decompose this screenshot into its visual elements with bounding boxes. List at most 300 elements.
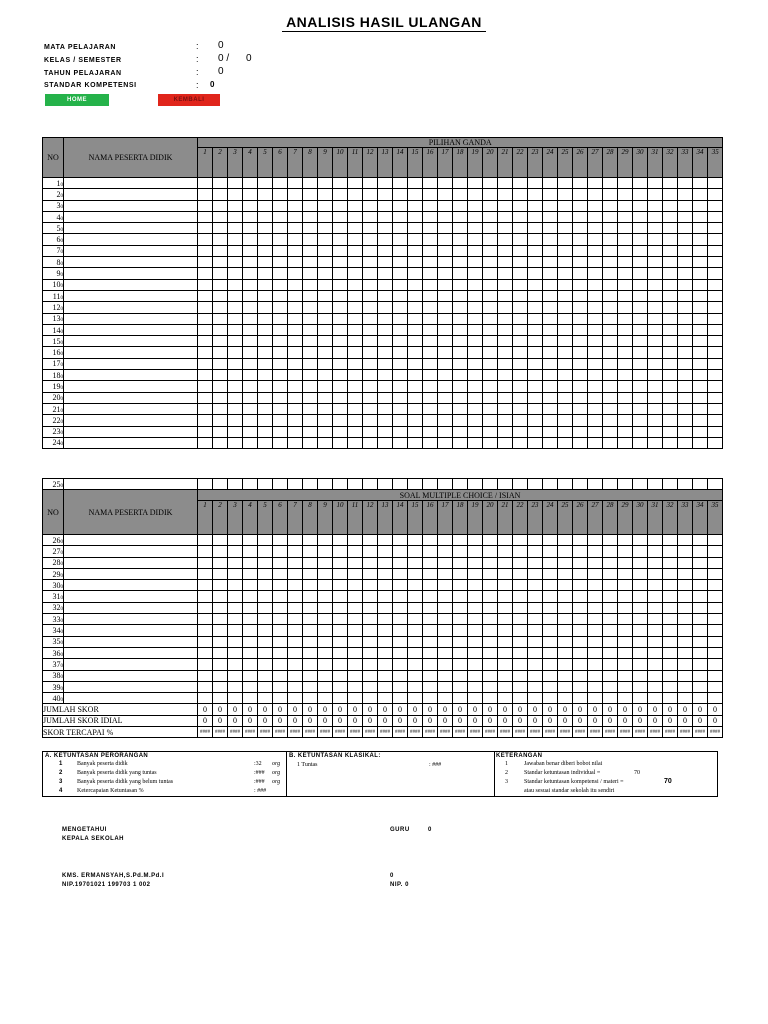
- answer-cell[interactable]: [273, 279, 288, 290]
- answer-cell[interactable]: [258, 670, 273, 681]
- answer-cell[interactable]: [573, 313, 588, 324]
- answer-cell[interactable]: [363, 200, 378, 211]
- answer-cell[interactable]: [258, 647, 273, 658]
- answer-cell[interactable]: [693, 370, 708, 381]
- answer-cell[interactable]: [198, 546, 213, 557]
- answer-cell[interactable]: [198, 370, 213, 381]
- answer-cell[interactable]: [618, 426, 633, 437]
- answer-cell[interactable]: [333, 591, 348, 602]
- answer-cell[interactable]: [273, 659, 288, 670]
- answer-cell[interactable]: [543, 347, 558, 358]
- answer-cell[interactable]: [708, 403, 723, 414]
- answer-cell[interactable]: [663, 602, 678, 613]
- answer-cell[interactable]: [378, 268, 393, 279]
- answer-cell[interactable]: [678, 659, 693, 670]
- answer-cell[interactable]: [258, 392, 273, 403]
- answer-cell[interactable]: [213, 336, 228, 347]
- answer-cell[interactable]: [273, 636, 288, 647]
- answer-cell[interactable]: [273, 336, 288, 347]
- answer-cell[interactable]: [558, 223, 573, 234]
- student-name-cell[interactable]: [64, 479, 198, 490]
- answer-cell[interactable]: [243, 223, 258, 234]
- answer-cell[interactable]: [303, 324, 318, 335]
- answer-cell[interactable]: [198, 403, 213, 414]
- answer-cell[interactable]: [498, 189, 513, 200]
- answer-cell[interactable]: [663, 557, 678, 568]
- answer-cell[interactable]: [303, 234, 318, 245]
- answer-cell[interactable]: [273, 614, 288, 625]
- answer-cell[interactable]: [438, 178, 453, 189]
- answer-cell[interactable]: [378, 636, 393, 647]
- answer-cell[interactable]: [678, 479, 693, 490]
- answer-cell[interactable]: [318, 625, 333, 636]
- student-name-cell[interactable]: [64, 302, 198, 313]
- answer-cell[interactable]: [633, 336, 648, 347]
- answer-cell[interactable]: [483, 392, 498, 403]
- answer-cell[interactable]: [348, 324, 363, 335]
- answer-cell[interactable]: [483, 602, 498, 613]
- answer-cell[interactable]: [513, 347, 528, 358]
- answer-cell[interactable]: [453, 279, 468, 290]
- answer-cell[interactable]: [333, 647, 348, 658]
- answer-cell[interactable]: [333, 426, 348, 437]
- answer-cell[interactable]: [393, 625, 408, 636]
- answer-cell[interactable]: [318, 403, 333, 414]
- answer-cell[interactable]: [558, 546, 573, 557]
- answer-cell[interactable]: [198, 693, 213, 704]
- answer-cell[interactable]: [678, 415, 693, 426]
- answer-cell[interactable]: [648, 178, 663, 189]
- answer-cell[interactable]: [258, 591, 273, 602]
- answer-cell[interactable]: [618, 313, 633, 324]
- answer-cell[interactable]: [528, 290, 543, 301]
- answer-cell[interactable]: [363, 535, 378, 546]
- answer-cell[interactable]: [498, 693, 513, 704]
- answer-cell[interactable]: [258, 279, 273, 290]
- answer-cell[interactable]: [588, 392, 603, 403]
- answer-cell[interactable]: [618, 324, 633, 335]
- answer-cell[interactable]: [213, 568, 228, 579]
- answer-cell[interactable]: [333, 437, 348, 448]
- answer-cell[interactable]: [393, 535, 408, 546]
- answer-cell[interactable]: [618, 437, 633, 448]
- answer-cell[interactable]: [513, 557, 528, 568]
- answer-cell[interactable]: [648, 381, 663, 392]
- answer-cell[interactable]: [528, 200, 543, 211]
- answer-cell[interactable]: [423, 178, 438, 189]
- answer-cell[interactable]: [423, 347, 438, 358]
- answer-cell[interactable]: [558, 625, 573, 636]
- answer-cell[interactable]: [303, 302, 318, 313]
- answer-cell[interactable]: [243, 178, 258, 189]
- answer-cell[interactable]: [423, 234, 438, 245]
- answer-cell[interactable]: [198, 211, 213, 222]
- answer-cell[interactable]: [483, 557, 498, 568]
- answer-cell[interactable]: [228, 381, 243, 392]
- answer-cell[interactable]: [558, 381, 573, 392]
- answer-cell[interactable]: [558, 336, 573, 347]
- answer-cell[interactable]: [243, 415, 258, 426]
- answer-cell[interactable]: [618, 415, 633, 426]
- answer-cell[interactable]: [648, 535, 663, 546]
- answer-cell[interactable]: [453, 347, 468, 358]
- answer-cell[interactable]: [558, 403, 573, 414]
- answer-cell[interactable]: [258, 415, 273, 426]
- answer-cell[interactable]: [423, 415, 438, 426]
- answer-cell[interactable]: [288, 568, 303, 579]
- answer-cell[interactable]: [483, 358, 498, 369]
- answer-cell[interactable]: [408, 437, 423, 448]
- answer-cell[interactable]: [693, 479, 708, 490]
- answer-cell[interactable]: [243, 211, 258, 222]
- answer-cell[interactable]: [603, 279, 618, 290]
- answer-cell[interactable]: [303, 602, 318, 613]
- answer-cell[interactable]: [618, 245, 633, 256]
- answer-cell[interactable]: [303, 358, 318, 369]
- answer-cell[interactable]: [528, 426, 543, 437]
- answer-cell[interactable]: [543, 211, 558, 222]
- answer-cell[interactable]: [423, 381, 438, 392]
- answer-cell[interactable]: [663, 647, 678, 658]
- answer-cell[interactable]: [498, 178, 513, 189]
- answer-cell[interactable]: [633, 415, 648, 426]
- answer-cell[interactable]: [693, 535, 708, 546]
- answer-cell[interactable]: [573, 535, 588, 546]
- student-name-cell[interactable]: [64, 381, 198, 392]
- answer-cell[interactable]: [663, 681, 678, 692]
- answer-cell[interactable]: [423, 392, 438, 403]
- answer-cell[interactable]: [318, 568, 333, 579]
- answer-cell[interactable]: [363, 370, 378, 381]
- answer-cell[interactable]: [648, 290, 663, 301]
- answer-cell[interactable]: [603, 189, 618, 200]
- answer-cell[interactable]: [708, 693, 723, 704]
- answer-cell[interactable]: [243, 557, 258, 568]
- answer-cell[interactable]: [228, 324, 243, 335]
- answer-cell[interactable]: [438, 370, 453, 381]
- answer-cell[interactable]: [558, 415, 573, 426]
- answer-cell[interactable]: [228, 681, 243, 692]
- answer-cell[interactable]: [213, 426, 228, 437]
- answer-cell[interactable]: [393, 557, 408, 568]
- answer-cell[interactable]: [708, 659, 723, 670]
- answer-cell[interactable]: [303, 426, 318, 437]
- answer-cell[interactable]: [588, 568, 603, 579]
- answer-cell[interactable]: [573, 681, 588, 692]
- answer-cell[interactable]: [513, 234, 528, 245]
- answer-cell[interactable]: [288, 189, 303, 200]
- answer-cell[interactable]: [708, 178, 723, 189]
- answer-cell[interactable]: [363, 245, 378, 256]
- answer-cell[interactable]: [243, 614, 258, 625]
- answer-cell[interactable]: [363, 234, 378, 245]
- answer-cell[interactable]: [333, 681, 348, 692]
- answer-cell[interactable]: [363, 211, 378, 222]
- answer-cell[interactable]: [468, 257, 483, 268]
- answer-cell[interactable]: [423, 370, 438, 381]
- answer-cell[interactable]: [648, 200, 663, 211]
- answer-cell[interactable]: [498, 245, 513, 256]
- answer-cell[interactable]: [603, 336, 618, 347]
- answer-cell[interactable]: [483, 415, 498, 426]
- answer-cell[interactable]: [243, 535, 258, 546]
- answer-cell[interactable]: [288, 546, 303, 557]
- answer-cell[interactable]: [363, 625, 378, 636]
- answer-cell[interactable]: [393, 437, 408, 448]
- answer-cell[interactable]: [483, 245, 498, 256]
- answer-cell[interactable]: [603, 670, 618, 681]
- answer-cell[interactable]: [408, 324, 423, 335]
- answer-cell[interactable]: [438, 415, 453, 426]
- answer-cell[interactable]: [468, 426, 483, 437]
- answer-cell[interactable]: [693, 211, 708, 222]
- answer-cell[interactable]: [423, 211, 438, 222]
- answer-cell[interactable]: [198, 670, 213, 681]
- answer-cell[interactable]: [453, 681, 468, 692]
- answer-cell[interactable]: [513, 313, 528, 324]
- answer-cell[interactable]: [528, 535, 543, 546]
- answer-cell[interactable]: [438, 336, 453, 347]
- answer-cell[interactable]: [468, 392, 483, 403]
- answer-cell[interactable]: [348, 290, 363, 301]
- answer-cell[interactable]: [483, 681, 498, 692]
- answer-cell[interactable]: [558, 636, 573, 647]
- answer-cell[interactable]: [678, 681, 693, 692]
- answer-cell[interactable]: [633, 625, 648, 636]
- answer-cell[interactable]: [198, 602, 213, 613]
- answer-cell[interactable]: [588, 415, 603, 426]
- answer-cell[interactable]: [618, 257, 633, 268]
- answer-cell[interactable]: [633, 234, 648, 245]
- answer-cell[interactable]: [198, 681, 213, 692]
- answer-cell[interactable]: [393, 268, 408, 279]
- answer-cell[interactable]: [423, 336, 438, 347]
- answer-cell[interactable]: [618, 670, 633, 681]
- answer-cell[interactable]: [588, 268, 603, 279]
- answer-cell[interactable]: [243, 381, 258, 392]
- answer-cell[interactable]: [273, 189, 288, 200]
- answer-cell[interactable]: [648, 591, 663, 602]
- answer-cell[interactable]: [258, 693, 273, 704]
- answer-cell[interactable]: [318, 681, 333, 692]
- answer-cell[interactable]: [303, 279, 318, 290]
- answer-cell[interactable]: [573, 614, 588, 625]
- answer-cell[interactable]: [408, 602, 423, 613]
- answer-cell[interactable]: [543, 591, 558, 602]
- answer-cell[interactable]: [363, 437, 378, 448]
- answer-cell[interactable]: [693, 591, 708, 602]
- student-name-cell[interactable]: [64, 625, 198, 636]
- answer-cell[interactable]: [513, 479, 528, 490]
- answer-cell[interactable]: [678, 426, 693, 437]
- answer-cell[interactable]: [303, 268, 318, 279]
- answer-cell[interactable]: [318, 693, 333, 704]
- answer-cell[interactable]: [603, 636, 618, 647]
- answer-cell[interactable]: [213, 189, 228, 200]
- answer-cell[interactable]: [513, 636, 528, 647]
- answer-cell[interactable]: [378, 302, 393, 313]
- answer-cell[interactable]: [273, 245, 288, 256]
- answer-cell[interactable]: [483, 693, 498, 704]
- answer-cell[interactable]: [483, 302, 498, 313]
- answer-cell[interactable]: [588, 200, 603, 211]
- answer-cell[interactable]: [468, 370, 483, 381]
- answer-cell[interactable]: [408, 426, 423, 437]
- answer-cell[interactable]: [498, 403, 513, 414]
- answer-cell[interactable]: [348, 381, 363, 392]
- answer-cell[interactable]: [408, 313, 423, 324]
- answer-cell[interactable]: [453, 602, 468, 613]
- answer-cell[interactable]: [408, 347, 423, 358]
- answer-cell[interactable]: [573, 324, 588, 335]
- answer-cell[interactable]: [408, 568, 423, 579]
- answer-cell[interactable]: [333, 535, 348, 546]
- answer-cell[interactable]: [318, 535, 333, 546]
- answer-cell[interactable]: [468, 313, 483, 324]
- answer-cell[interactable]: [573, 268, 588, 279]
- answer-cell[interactable]: [438, 392, 453, 403]
- answer-cell[interactable]: [258, 290, 273, 301]
- answer-cell[interactable]: [273, 392, 288, 403]
- answer-cell[interactable]: [558, 614, 573, 625]
- answer-cell[interactable]: [558, 580, 573, 591]
- answer-cell[interactable]: [423, 568, 438, 579]
- answer-cell[interactable]: [513, 223, 528, 234]
- answer-cell[interactable]: [708, 370, 723, 381]
- answer-cell[interactable]: [303, 403, 318, 414]
- answer-cell[interactable]: [453, 614, 468, 625]
- answer-cell[interactable]: [573, 200, 588, 211]
- answer-cell[interactable]: [333, 381, 348, 392]
- answer-cell[interactable]: [408, 302, 423, 313]
- answer-cell[interactable]: [483, 403, 498, 414]
- answer-cell[interactable]: [528, 557, 543, 568]
- answer-cell[interactable]: [618, 381, 633, 392]
- answer-cell[interactable]: [318, 557, 333, 568]
- answer-cell[interactable]: [198, 347, 213, 358]
- answer-cell[interactable]: [558, 557, 573, 568]
- answer-cell[interactable]: [528, 415, 543, 426]
- answer-cell[interactable]: [633, 290, 648, 301]
- answer-cell[interactable]: [378, 370, 393, 381]
- answer-cell[interactable]: [333, 336, 348, 347]
- answer-cell[interactable]: [693, 659, 708, 670]
- answer-cell[interactable]: [378, 403, 393, 414]
- answer-cell[interactable]: [693, 324, 708, 335]
- answer-cell[interactable]: [333, 614, 348, 625]
- answer-cell[interactable]: [513, 614, 528, 625]
- answer-cell[interactable]: [198, 234, 213, 245]
- answer-cell[interactable]: [528, 257, 543, 268]
- answer-cell[interactable]: [243, 403, 258, 414]
- answer-cell[interactable]: [423, 546, 438, 557]
- answer-cell[interactable]: [318, 211, 333, 222]
- answer-cell[interactable]: [393, 257, 408, 268]
- answer-cell[interactable]: [633, 535, 648, 546]
- answer-cell[interactable]: [423, 358, 438, 369]
- answer-cell[interactable]: [363, 403, 378, 414]
- answer-cell[interactable]: [573, 358, 588, 369]
- answer-cell[interactable]: [348, 557, 363, 568]
- answer-cell[interactable]: [333, 693, 348, 704]
- answer-cell[interactable]: [678, 324, 693, 335]
- answer-cell[interactable]: [468, 647, 483, 658]
- answer-cell[interactable]: [303, 591, 318, 602]
- answer-cell[interactable]: [348, 178, 363, 189]
- answer-cell[interactable]: [498, 290, 513, 301]
- answer-cell[interactable]: [633, 659, 648, 670]
- answer-cell[interactable]: [453, 189, 468, 200]
- answer-cell[interactable]: [273, 568, 288, 579]
- answer-cell[interactable]: [693, 403, 708, 414]
- answer-cell[interactable]: [678, 647, 693, 658]
- answer-cell[interactable]: [528, 568, 543, 579]
- answer-cell[interactable]: [453, 200, 468, 211]
- answer-cell[interactable]: [288, 636, 303, 647]
- answer-cell[interactable]: [483, 268, 498, 279]
- answer-cell[interactable]: [318, 178, 333, 189]
- answer-cell[interactable]: [303, 415, 318, 426]
- answer-cell[interactable]: [498, 223, 513, 234]
- answer-cell[interactable]: [408, 257, 423, 268]
- answer-cell[interactable]: [273, 200, 288, 211]
- answer-cell[interactable]: [378, 580, 393, 591]
- answer-cell[interactable]: [228, 370, 243, 381]
- answer-cell[interactable]: [288, 437, 303, 448]
- answer-cell[interactable]: [243, 358, 258, 369]
- answer-cell[interactable]: [378, 535, 393, 546]
- answer-cell[interactable]: [468, 245, 483, 256]
- answer-cell[interactable]: [243, 681, 258, 692]
- answer-cell[interactable]: [273, 313, 288, 324]
- answer-cell[interactable]: [423, 636, 438, 647]
- answer-cell[interactable]: [648, 580, 663, 591]
- answer-cell[interactable]: [603, 223, 618, 234]
- answer-cell[interactable]: [288, 535, 303, 546]
- answer-cell[interactable]: [243, 370, 258, 381]
- answer-cell[interactable]: [228, 670, 243, 681]
- answer-cell[interactable]: [243, 336, 258, 347]
- answer-cell[interactable]: [393, 681, 408, 692]
- answer-cell[interactable]: [408, 535, 423, 546]
- answer-cell[interactable]: [258, 636, 273, 647]
- answer-cell[interactable]: [318, 426, 333, 437]
- answer-cell[interactable]: [708, 245, 723, 256]
- answer-cell[interactable]: [588, 659, 603, 670]
- answer-cell[interactable]: [498, 602, 513, 613]
- answer-cell[interactable]: [258, 257, 273, 268]
- answer-cell[interactable]: [423, 535, 438, 546]
- student-name-cell[interactable]: [64, 189, 198, 200]
- answer-cell[interactable]: [663, 693, 678, 704]
- answer-cell[interactable]: [348, 200, 363, 211]
- answer-cell[interactable]: [603, 290, 618, 301]
- answer-cell[interactable]: [468, 290, 483, 301]
- answer-cell[interactable]: [288, 178, 303, 189]
- answer-cell[interactable]: [258, 370, 273, 381]
- answer-cell[interactable]: [678, 245, 693, 256]
- answer-cell[interactable]: [573, 403, 588, 414]
- answer-cell[interactable]: [198, 324, 213, 335]
- answer-cell[interactable]: [543, 614, 558, 625]
- answer-cell[interactable]: [318, 313, 333, 324]
- answer-cell[interactable]: [273, 268, 288, 279]
- answer-cell[interactable]: [588, 381, 603, 392]
- answer-cell[interactable]: [573, 670, 588, 681]
- answer-cell[interactable]: [408, 659, 423, 670]
- answer-cell[interactable]: [423, 591, 438, 602]
- student-name-cell[interactable]: [64, 546, 198, 557]
